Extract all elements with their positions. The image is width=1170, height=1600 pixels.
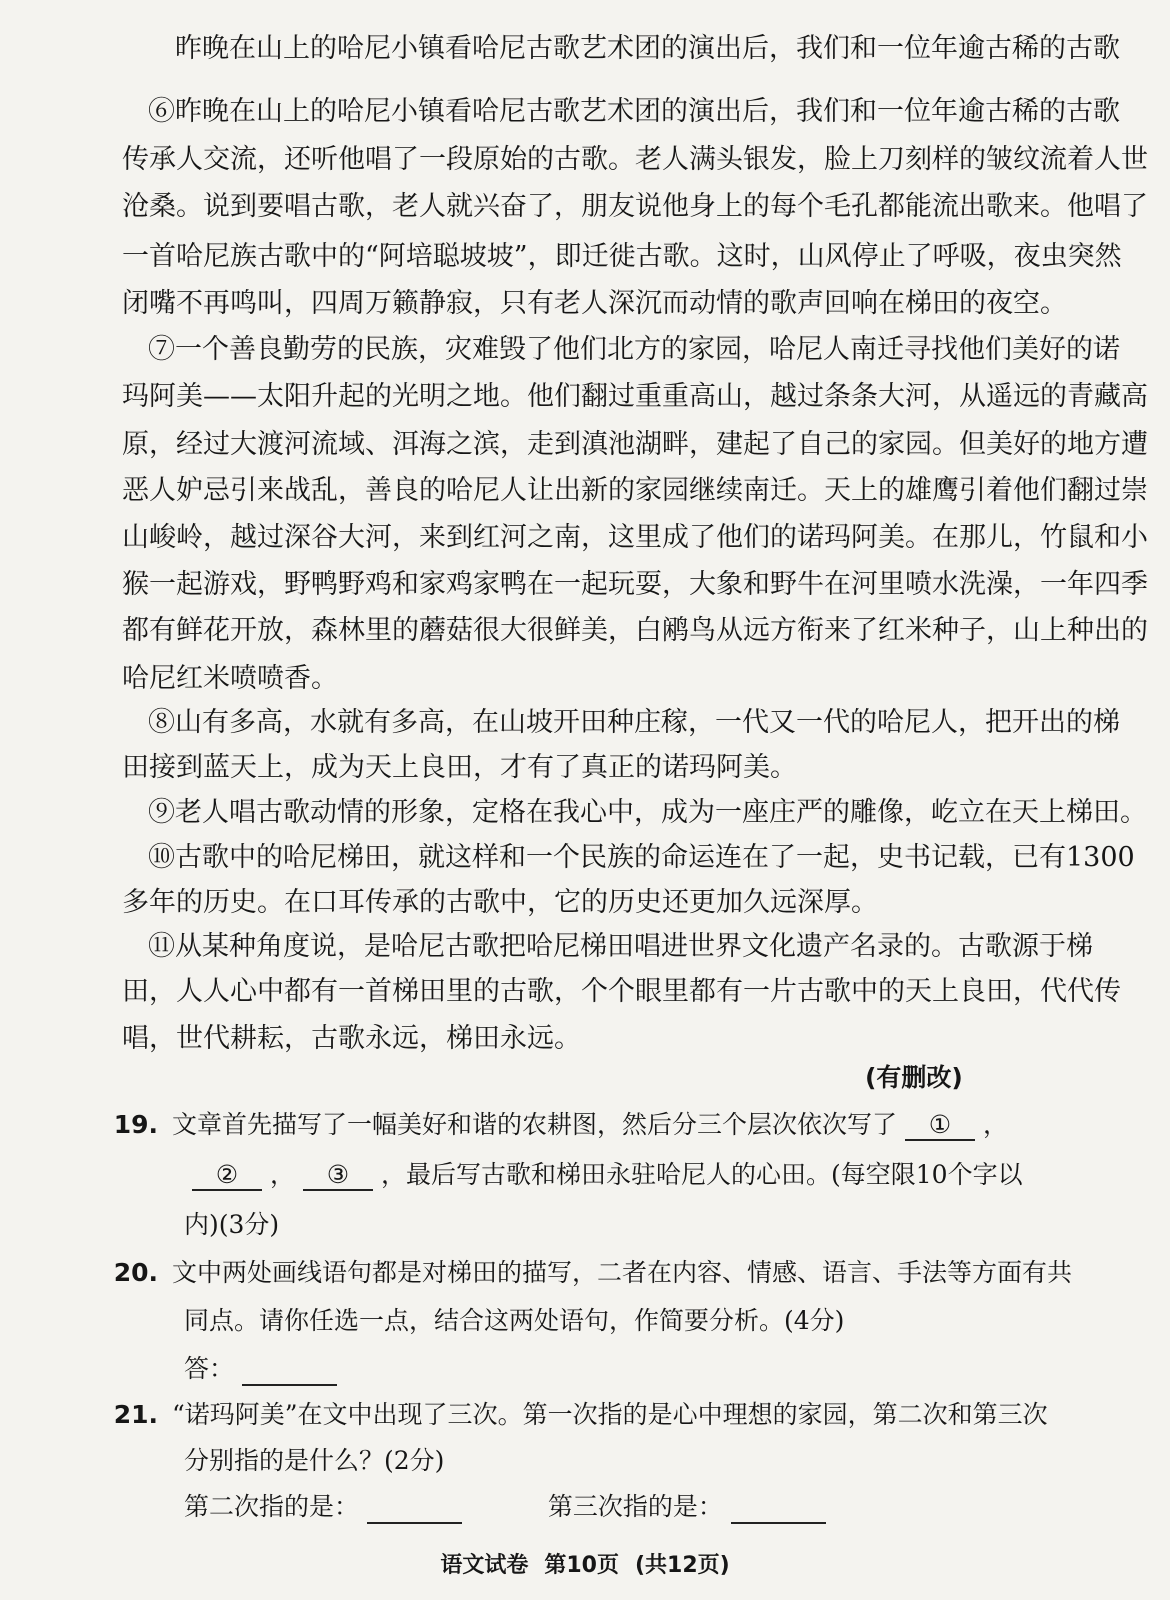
footer-subject: 语文试卷 — [440, 1553, 529, 1578]
passage-line — [0, 1022, 1170, 1056]
passage-text: 原，经过大渡河流域、洱海之滨，走到滇池湖畔，建起了自己的家园。但美好的地方遭 — [122, 429, 1148, 460]
passage-line — [0, 930, 1170, 964]
passage-text: 田接到蓝天上，成为天上良田，才有了真正的诺玛阿美。 — [122, 752, 797, 783]
passage-text: 都有鲜花开放，森林里的蘑菇很大很鲜美，白鹇鸟从远方衔来了红米种子，山上种出的 — [122, 615, 1148, 646]
passage-text: ⑨老人唱古歌动情的形象，定格在我心中，成为一座庄严的雕像，屹立在天上梯田。 — [148, 797, 1147, 828]
source-note: (有删改) — [865, 1063, 963, 1092]
passage-line — [0, 287, 1170, 321]
passage-line — [0, 614, 1170, 648]
passage-line — [0, 751, 1170, 785]
passage-line — [0, 428, 1170, 462]
passage-text: 哈尼红米喷喷香。 — [122, 663, 338, 694]
passage-line — [0, 975, 1170, 1009]
passage-text: 猴一起游戏，野鸭野鸡和家鸡家鸭在一起玩耍，大象和野牛在河里喷水洗澡，一年四季 — [122, 569, 1148, 600]
question-20 — [0, 1256, 1170, 1290]
passage-line — [0, 521, 1170, 555]
page-footer — [0, 1548, 1170, 1579]
passage-text: 一首哈尼族古歌中的“阿培聪坡坡”，即迁徙古歌。这时，山风停止了呼吸，夜虫突然 — [122, 241, 1122, 272]
answer-blank-2[interactable]: ② — [192, 1161, 262, 1191]
answer-line-second[interactable] — [367, 1494, 462, 1524]
question-number: 21. — [113, 1400, 158, 1429]
question-number: 19. — [113, 1110, 158, 1139]
question-21-cont — [0, 1444, 1170, 1478]
answer-blank-1[interactable]: ① — [905, 1111, 975, 1141]
question-21-answers — [0, 1490, 1170, 1524]
passage-text: 玛阿美——太阳升起的光明之地。他们翻过重重高山，越过条条大河，从遥远的青藏高 — [122, 381, 1148, 412]
passage-line — [0, 143, 1170, 177]
passage-line — [0, 190, 1170, 224]
question-19: 19. 文章首先描写了一幅美好和谐的农耕图，然后分三个层次依次写了 ① ， — [0, 1108, 1170, 1142]
question-text: 内)(3分) — [184, 1210, 280, 1239]
passage-text: 恶人妒忌引来战乱，善良的哈尼人让出新的家园继续南迁。天上的雄鹰引着他们翻过崇 — [122, 475, 1148, 506]
question-20-cont — [0, 1304, 1170, 1338]
question-21 — [0, 1398, 1170, 1432]
passage-text: 传承人交流，还听他唱了一段原始的古歌。老人满头银发，脸上刀刻样的皱纹流着人世 — [122, 144, 1148, 175]
footer-total: (共12页) — [634, 1553, 730, 1578]
passage-text: ⑦一个善良勤劳的民族，灾难毁了他们北方的家园，哈尼人南迁寻找他们美好的诺 — [148, 334, 1120, 365]
passage-line — [0, 706, 1170, 740]
question-20-answer — [0, 1352, 1170, 1386]
answer-label-second: 第二次指的是： — [184, 1492, 360, 1521]
passage-text: 多年的历史。在口耳传承的古歌中，它的历史还更加久远深厚。 — [122, 887, 878, 918]
answer-label: 答： — [184, 1354, 235, 1383]
passage-text: ⑧山有多高，水就有多高，在山坡开田种庄稼，一代又一代的哈尼人，把开出的梯 — [148, 707, 1120, 738]
question-number: 20. — [113, 1258, 158, 1287]
passage-line — [0, 474, 1170, 508]
passage-line — [0, 240, 1170, 274]
passage-line — [0, 380, 1170, 414]
answer-label-third: 第三次指的是： — [547, 1492, 723, 1521]
passage-text: ⑩古歌中的哈尼梯田，就这样和一个民族的命运连在了一起，史书记载，已有1300 — [148, 842, 1135, 873]
passage-text: 昨晚在山上的哈尼小镇看哈尼古歌艺术团的演出后，我们和一位年逾古稀的古歌 — [175, 33, 1120, 64]
question-text: 文中两处画线语句都是对梯田的描写，二者在内容、情感、语言、手法等方面有共 — [172, 1258, 1073, 1287]
question-text: “诺玛阿美”在文中出现了三次。第一次指的是心中理想的家园，第二次和第三次 — [172, 1400, 1048, 1429]
question-text: 同点。请你任选一点，结合这两处语句，作简要分析。(4分) — [184, 1306, 845, 1335]
passage-text: ⑪从某种角度说，是哈尼古歌把哈尼梯田唱进世界文化遗产名录的。古歌源于梯 — [148, 931, 1093, 962]
passage-line — [0, 886, 1170, 920]
question-19-cont — [0, 1208, 1170, 1242]
passage-line — [0, 568, 1170, 602]
passage-line — [0, 95, 1170, 129]
footer-page: 第10页 — [544, 1553, 619, 1578]
answer-line[interactable] — [242, 1356, 337, 1386]
question-text: 文章首先描写了一幅美好和谐的农耕图，然后分三个层次依次写了 — [172, 1110, 898, 1139]
answer-blank-3[interactable]: ③ — [303, 1161, 373, 1191]
question-19-cont: ② ， ③ ，最后写古歌和梯田永驻哈尼人的心田。(每空限10个字以 — [0, 1158, 1170, 1192]
passage-line — [0, 662, 1170, 696]
passage-text: 田，人人心中都有一首梯田里的古歌，个个眼里都有一片古歌中的天上良田，代代传 — [122, 976, 1121, 1007]
answer-line-third[interactable] — [731, 1494, 826, 1524]
passage-line — [0, 32, 1170, 66]
passage-line — [0, 796, 1170, 830]
passage-text: 闭嘴不再鸣叫，四周万籁静寂，只有老人深沉而动情的歌声回响在梯田的夜空。 — [122, 288, 1067, 319]
question-text: ，最后写古歌和梯田永驻哈尼人的心田。(每空限10个字以 — [381, 1160, 1023, 1189]
passage-text: 山峻岭，越过深谷大河，来到红河之南，这里成了他们的诺玛阿美。在那儿，竹鼠和小 — [122, 522, 1148, 553]
passage-text: ⑥昨晚在山上的哈尼小镇看哈尼古歌艺术团的演出后，我们和一位年逾古稀的古歌 — [148, 96, 1120, 127]
question-text: 分别指的是什么？(2分) — [184, 1446, 445, 1475]
passage-line — [0, 841, 1170, 875]
passage-text: 沧桑。说到要唱古歌，老人就兴奋了，朋友说他身上的每个毛孔都能流出歌来。他唱了 — [122, 191, 1148, 222]
passage-line — [0, 333, 1170, 367]
passage-text: 唱，世代耕耘，古歌永远，梯田永远。 — [122, 1023, 581, 1054]
